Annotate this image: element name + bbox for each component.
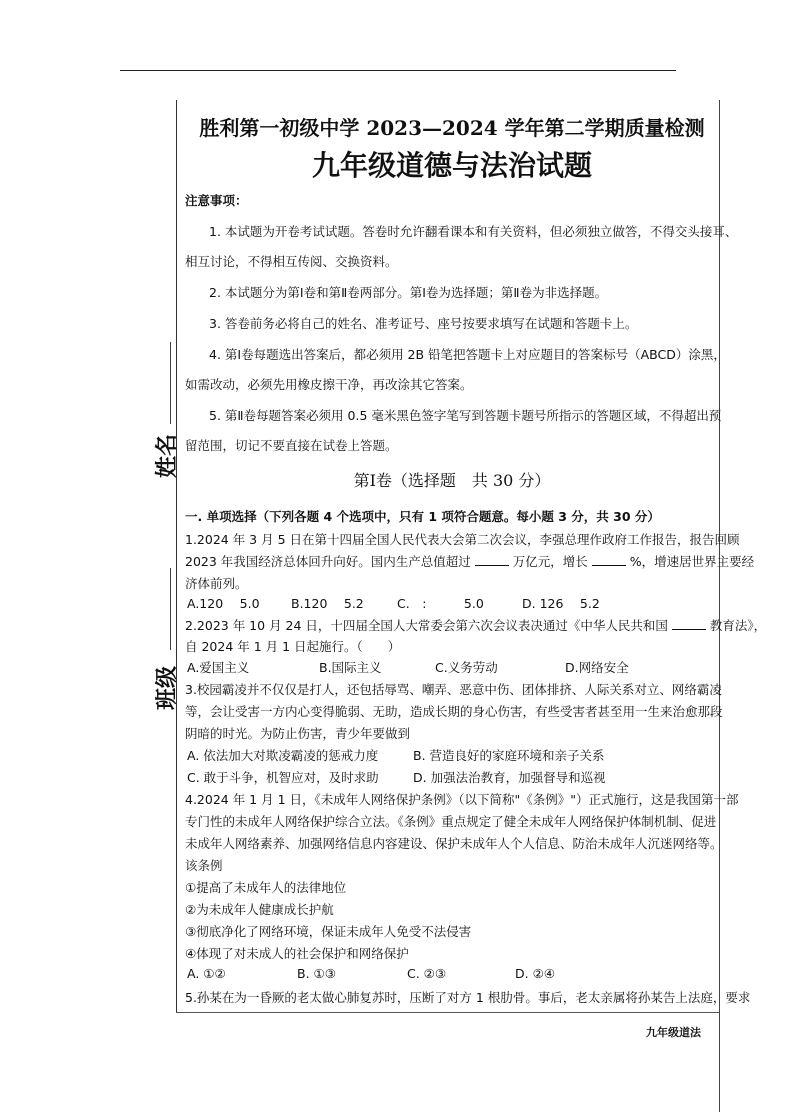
q2-option-c: C.义务劳动 [435, 660, 498, 675]
class-label: 班级 [155, 665, 180, 710]
q4-line1: 4.2024 年 1 月 1 日，《未成年人网络保护条例》（以下简称"《条例》"）正式施行，这是我国第一部 [185, 792, 739, 807]
q4-line2: 专门性的未成年人网络保护综合立法。《条例》重点规定了健全未成年人网络保护体制机制、促进 [185, 814, 717, 829]
q3-option-b: B. 营造良好的家庭环境和亲子关系 [413, 748, 605, 763]
q1-line2-b: 万亿元，增长 [512, 554, 588, 569]
page-footer: 九年级道法 [646, 1026, 701, 1039]
note-5b: 留范围，切记不要直接在试卷上答题。 [185, 438, 398, 453]
notes-heading: 注意事项： [185, 193, 248, 208]
q2-line1-b: 教育法》， [709, 618, 767, 633]
name-fill-line [170, 342, 171, 424]
q4-option-b: B. ①③ [297, 966, 336, 981]
note-1b: 相互讨论，不得相互传阅、交换资料。 [185, 254, 398, 269]
q1-option-d: D. 126 5.2 [522, 596, 600, 611]
q2-line2: 自 2024 年 1 月 1 日起施行。（ ） [185, 639, 401, 654]
binding-margin-line [176, 100, 177, 1012]
q4-item-4: ④体现了对未成人的社会保护和网络保护 [185, 946, 409, 961]
section-title: 第Ⅰ卷（选择题 共 30 分） [353, 471, 551, 490]
q4-item-3: ③彻底净化了网络环境，保证未成年人免受不法侵害 [185, 924, 472, 939]
q2-line1 [185, 616, 766, 634]
q1-line1: 1.2024 年 3 月 5 日在第十四届全国人民代表大会第二次会议，李强总理作政府工作报告，报告回顾 [185, 532, 740, 547]
name-label: 姓名 [155, 433, 180, 478]
q3-option-c: C. 敢于斗争，机智应对，及时求助 [187, 770, 379, 785]
q3-option-d: D. 加强法治教育，加强督导和巡视 [413, 770, 606, 785]
q4-line3: 未成年人网络素养、加强网络信息内容建设、保护未成年人个人信息、防治未成年人沉迷网络等。 [185, 836, 723, 851]
class-fill-line [170, 568, 171, 650]
q4-item-2: ②为未成年人健康成长护航 [185, 902, 334, 917]
bottom-rule [176, 1012, 719, 1013]
q2-blank [672, 617, 706, 630]
q3-line3: 阴暗的时光。为防止伤害，青少年要做到 [185, 726, 411, 741]
note-3: 3. 答卷前务必将自己的姓名、准考证号、座号按要求填写在试题和答题卡上。 [209, 316, 638, 331]
note-5a: 5. 第Ⅱ卷每题答案必须用 0.5 毫米黑色签字笔写到答题卡题号所指示的答题区域，不得超出预 [209, 408, 722, 423]
q2-option-d: D.网络安全 [565, 660, 629, 675]
q2-line1-a: 2.2023 年 10 月 24 日，十四届全国人大常委会第六次会议表决通过《中华人民共和国 [185, 618, 668, 633]
note-1a: 1. 本试题为开卷考试试题。答卷时允许翻看课本和有关资料，但必须独立做答，不得交头接耳、 [209, 224, 738, 239]
q4-line4: 该条例 [185, 858, 223, 873]
q3-option-a: A. 依法加大对欺凌霸凌的惩戒力度 [187, 748, 379, 763]
q4-option-c: C. ②③ [407, 966, 447, 981]
q5-line1: 5.孙某在为一昏厥的老太做心肺复苏时，压断了对方 1 根肋骨。事后，老太亲属将孙某告上法庭，要求 [185, 990, 751, 1005]
exam-title: 九年级道德与法治试题 [311, 149, 592, 182]
q1-line2-a: 2023 年我国经济总体回升向好。国内生产总值超过 [185, 554, 471, 569]
q1-line2-c: %，增速居世界主要经 [629, 554, 755, 569]
page-edge-line [719, 100, 720, 1112]
note-4b: 如需改动，必须先用橡皮擦干净，再改涂其它答案。 [185, 377, 473, 392]
note-4a: 4. 第Ⅰ卷每题选出答案后，都必须用 2B 铅笔把答题卡上对应题目的答案标号（ABCD）涂黑， [209, 347, 726, 362]
q3-line1: 3.校园霸凌并不仅仅是打人，还包括辱骂、嘲弄、恶意中伤、团体排挤、人际关系对立、网络霸凌 [185, 682, 722, 697]
part-heading: 一. 单项选择（下列各题 4 个选项中，只有 1 项符合题意。每小题 3 分，共 30 分） [185, 509, 660, 524]
q1-option-c: C. : 5.0 [397, 596, 484, 611]
q1-line2 [185, 552, 754, 570]
exam-page [185, 104, 767, 1012]
q4-item-1: ①提高了未成年人的法律地位 [185, 880, 347, 895]
q2-option-b: B.国际主义 [319, 660, 382, 675]
q1-line3: 济体前列。 [185, 576, 248, 591]
note-2: 2. 本试题分为第Ⅰ卷和第Ⅱ卷两部分。第Ⅰ卷为选择题；第Ⅱ卷为非选择题。 [209, 285, 608, 300]
q4-option-d: D. ②④ [515, 966, 555, 981]
q1-blank-2 [592, 553, 626, 566]
q3-line2: 等，会让受害一方内心变得脆弱、无助，造成长期的身心伤害，有些受害者甚至用一生来治愈那段 [185, 704, 723, 719]
q2-option-a: A.爱国主义 [187, 660, 250, 675]
q1-option-a: A.120 5.0 [187, 596, 260, 611]
school-line: 胜利第一初级中学 2023—2024 学年第二学期质量检测 [199, 116, 705, 140]
q1-option-b: B.120 5.2 [291, 596, 364, 611]
top-rule [120, 70, 676, 71]
q4-option-a: A. ①② [187, 966, 226, 981]
q1-blank-1 [475, 553, 509, 566]
